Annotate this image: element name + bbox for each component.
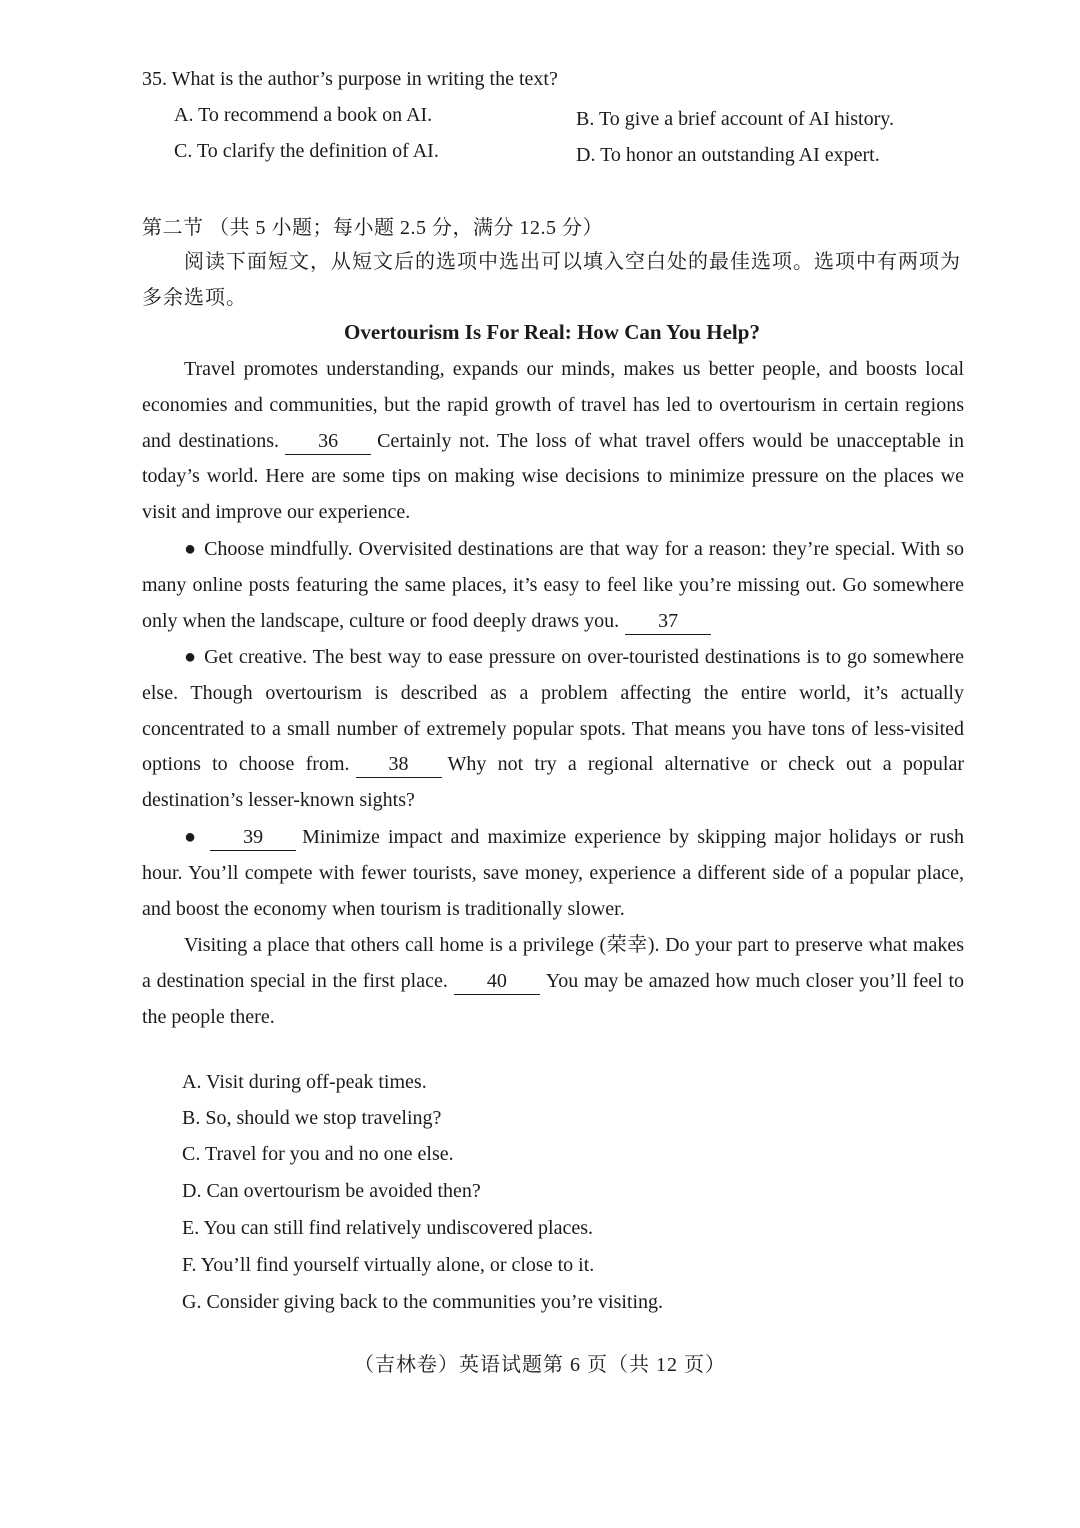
passage-paragraph-4 — [142, 820, 964, 927]
paragraph-1-text-b: Certainly not. The loss of what travel offers would be unacceptable in today’s world. Here are some tips on making wise decisions to minimize pressure on the places we visit and improve our experience. — [142, 429, 964, 524]
passage-title: Overtourism Is For Real: How Can You Help? — [344, 320, 760, 344]
paragraph-3-text-b: Why not try a regional alternative or check out a popular destination’s lesser-known sights? — [142, 753, 964, 812]
choice-a: A. Visit during off-peak times. — [182, 1071, 427, 1093]
paragraph-4-text: Minimize impact and maximize experience by skipping major holidays or rush hour. You’ll compete with fewer tourists, save money, experience a different side of a popular place, and boost the economy when tourism is traditionally slower. — [142, 826, 964, 920]
bullet-icon: ● — [184, 826, 197, 848]
choice-c: C. Travel for you and no one else. — [182, 1143, 454, 1165]
question-35-option-b: B. To give a brief account of AI history. — [576, 108, 894, 130]
choice-g: G. Consider giving back to the communities you’re visiting. — [182, 1291, 664, 1313]
passage-paragraph-3 — [142, 640, 964, 819]
paragraph-5-text-a: Visiting a place that others call home is a privilege (荣幸). Do your part to preserve what makes a destination special in the first place. — [142, 934, 964, 992]
bullet-icon: ● — [184, 646, 197, 668]
paragraph-3-text-a: Get creative. The best way to ease pressure on over-touristed destinations is to go somewhere else. Though overtourism is described as a problem affecting the entire world, it’s actually concentrated to a small number of extremely popular spots. That means you have tons of less-visited options to choose from. — [142, 646, 964, 776]
passage-paragraph-5 — [142, 928, 964, 1035]
paragraph-5-text-b: You may be amazed how much closer you’ll feel to the people there. — [142, 969, 965, 1028]
blank-38: 38 — [356, 751, 442, 778]
section-instruction: 阅读下面短文，从短文后的选项中选出可以填入空白处的最佳选项。选项中有两项为多余选项。 — [142, 251, 961, 309]
question-35-option-d: D. To honor an outstanding AI expert. — [576, 144, 880, 166]
section-heading: 第二节 （共 5 小题；每小题 2.5 分，满分 12.5 分） — [142, 217, 603, 239]
blank-36: 36 — [285, 428, 371, 455]
blank-40: 40 — [454, 968, 540, 995]
choice-e: E. You can still find relatively undiscovered places. — [182, 1217, 594, 1239]
passage-paragraph-2 — [142, 532, 964, 639]
blank-39: 39 — [210, 824, 296, 851]
blank-37: 37 — [625, 608, 711, 635]
page-footer: （吉林卷）英语试题第 6 页（共 12 页） — [354, 1354, 726, 1376]
passage-paragraph-1 — [142, 352, 964, 531]
paragraph-2-text: Choose mindfully. Overvisited destinations are that way for a reason: they’re special. With so many online posts featuring the same places, it’s easy to feel like you’re missing out. Go somewhere only when the landscape, culture or food deeply draws you. — [142, 538, 964, 632]
bullet-icon: ● — [184, 538, 197, 560]
question-35-option-c: C. To clarify the definition of AI. — [174, 140, 439, 162]
paragraph-1-text-a: Travel promotes understanding, expands our minds, makes us better people, and boosts local economies and communities, but the rapid growth of travel has led to overtourism in certain regions and destinations. — [142, 358, 964, 452]
question-35-stem: 35. What is the author’s purpose in writing the text? — [142, 68, 558, 90]
question-35-option-a: A. To recommend a book on AI. — [174, 104, 433, 126]
choice-d: D. Can overtourism be avoided then? — [182, 1180, 481, 1202]
choice-b: B. So, should we stop traveling? — [182, 1107, 442, 1129]
choice-f: F. You’ll find yourself virtually alone, or close to it. — [182, 1254, 595, 1276]
